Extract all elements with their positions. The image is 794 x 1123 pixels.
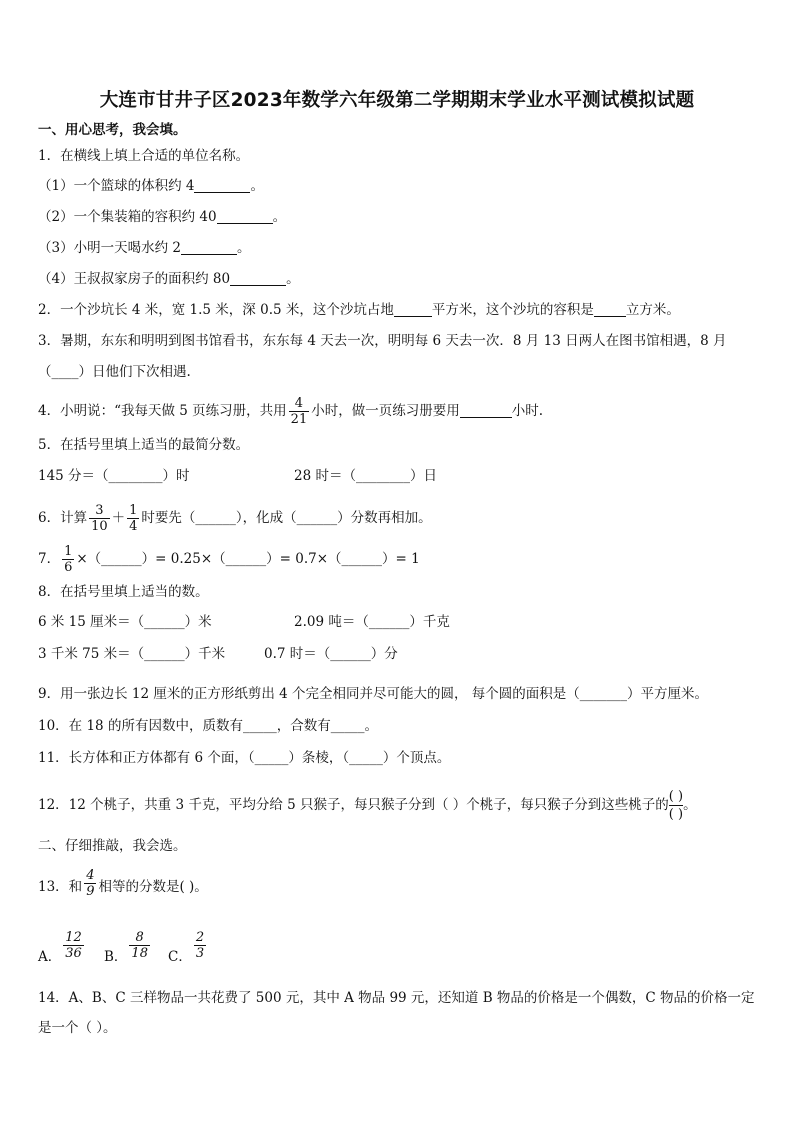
blank-fraction-denominator: ( ) — [668, 807, 684, 822]
answer-blank[interactable] — [230, 271, 286, 286]
question-10: 10．在 18 的所有因数中，质数有_____，合数有_____。 — [38, 718, 378, 734]
q2-text-a: 2．一个沙坑长 4 米，宽 1.5 米，深 0.5 米，这个沙坑占地 — [38, 302, 394, 318]
question-14-line-2: 是一个（ ）。 — [38, 1020, 117, 1036]
question-1-item-2 — [38, 207, 286, 227]
question-4 — [38, 396, 543, 427]
q13-text-b: 相等的分数是( )。 — [98, 879, 208, 895]
plus-sign: ＋ — [111, 510, 126, 526]
fraction-numerator: 1 — [129, 503, 138, 518]
fraction-numerator: 8 — [135, 930, 144, 945]
fraction-denominator: 10 — [91, 519, 108, 534]
fraction-numerator: 4 — [294, 396, 304, 411]
fraction-numerator: 3 — [95, 503, 104, 518]
q2-text-b: 平方米，这个沙坑的容积是 — [431, 302, 594, 318]
section-2-heading: 二、仔细推敲，我会选。 — [38, 838, 187, 854]
question-11: 11．长方体和正方体都有 6 个面，（_____）条棱，（_____）个顶点。 — [38, 750, 451, 766]
question-9: 9．用一张边长 12 厘米的正方形纸剪出 4 个完全相同并尽可能大的圆， 每个圆的面积是（_______）平方厘米。 — [38, 686, 709, 702]
page-title: 大连市甘井子区2023年数学六年级第二学期期末学业水平测试模拟试题 — [99, 90, 695, 111]
question-8-c: 3 千米 75 米＝（______）千米 — [38, 646, 226, 662]
option-c[interactable] — [168, 930, 208, 965]
question-8-b: 2.09 吨＝（______）千克 — [294, 614, 450, 630]
question-7 — [38, 544, 420, 575]
question-3-line-2: （____）日他们下次相遇. — [38, 364, 191, 380]
fraction — [62, 544, 74, 575]
answer-blank[interactable] — [217, 209, 273, 224]
fraction — [63, 930, 84, 961]
question-13 — [38, 868, 208, 899]
fraction-denominator: 9 — [86, 884, 95, 899]
q4-text-c: 小时. — [511, 403, 544, 419]
answer-blank[interactable] — [594, 302, 626, 317]
blank-fraction-numerator: ( ) — [668, 789, 684, 804]
fraction — [129, 930, 150, 961]
fraction-denominator: 36 — [65, 946, 82, 961]
q1-item-2-text: （2）一个集装箱的容积约 40 — [38, 209, 217, 225]
option-c-label: C． — [168, 949, 192, 965]
option-a-label: A． — [38, 949, 62, 965]
question-1-stem: 1．在横线上填上合适的单位名称。 — [38, 148, 250, 164]
fraction-numerator: 12 — [65, 930, 82, 945]
fraction-denominator: 3 — [195, 946, 205, 961]
option-b[interactable] — [104, 930, 152, 965]
q1-end-mark: 。 — [250, 178, 264, 194]
answer-blank[interactable] — [460, 403, 512, 418]
answer-blank[interactable] — [181, 240, 237, 255]
q1-item-4-text: （4）王叔叔家房子的面积约 80 — [38, 271, 231, 287]
fraction — [89, 503, 110, 534]
section-1-heading: 一、用心思考，我会填。 — [38, 122, 187, 138]
question-6 — [38, 503, 432, 534]
question-12 — [38, 788, 697, 823]
q7-text: ×（______）= 0.25×（______）= 0.7×（______）= 1 — [76, 551, 420, 567]
question-5-stem: 5．在括号里填上适当的最简分数。 — [38, 437, 250, 453]
fraction — [194, 930, 206, 961]
question-2 — [38, 300, 680, 320]
q2-text-c: 立方米。 — [625, 302, 680, 318]
question-5-a: 145 分＝（________）时 — [38, 468, 190, 484]
q1-end-mark: 。 — [272, 209, 287, 225]
question-1-item-1 — [38, 176, 264, 196]
answer-blank[interactable] — [394, 302, 432, 317]
q1-end-mark: 。 — [236, 240, 251, 256]
q12-end-mark: 。 — [683, 797, 697, 813]
question-8-stem: 8．在括号里填上适当的数。 — [38, 584, 209, 600]
question-1-item-4 — [38, 269, 300, 289]
q1-end-mark: 。 — [286, 271, 300, 287]
q1-item-3-text: （3）小明一天喝水约 2 — [38, 240, 181, 256]
q1-item-1-text: （1）一个篮球的体积约 4 — [38, 178, 195, 194]
fraction-numerator: 1 — [64, 544, 73, 559]
q12-text: 12．12 个桃子，共重 3 千克，平均分给 5 只猴子，每只猴子分到（ ）个桃子，每只猴子分到这些桃子的 — [38, 797, 669, 813]
q4-text-a: 4．小明说：“我每天做 5 页练习册，共用 — [38, 403, 287, 419]
question-14-line-1: 14．A、B、C 三样物品一共花费了 500 元，其中 A 物品 99 元，还知道 B 物品的价格是一个偶数，C 物品的价格一定 — [38, 990, 755, 1006]
q6-text-a: 6．计算 — [38, 510, 88, 526]
answer-blank[interactable] — [194, 178, 250, 193]
fraction — [84, 868, 96, 899]
question-8-a: 6 米 15 厘米＝（______）米 — [38, 614, 212, 630]
q7-number: 7． — [38, 551, 61, 567]
fraction — [289, 396, 310, 427]
option-b-label: B． — [104, 949, 128, 965]
fraction-denominator: 18 — [131, 946, 148, 961]
question-5-b: 28 时＝（________）日 — [294, 468, 437, 484]
option-a[interactable] — [38, 930, 86, 965]
q13-text-a: 13．和 — [38, 879, 83, 895]
fraction-denominator: 21 — [290, 412, 308, 427]
question-3-line-1: 3．暑期，东东和明明到图书馆看书，东东每 4 天去一次，明明每 6 天去一次．8 月 13 日两人在图书馆相遇，8 月 — [38, 333, 727, 349]
fraction-numerator: 4 — [86, 868, 95, 883]
fraction — [127, 503, 139, 534]
question-8-d: 0.7 时＝（______）分 — [264, 646, 398, 662]
q6-text-b: 时要先（______），化成（______）分数再相加。 — [141, 510, 432, 526]
q4-text-b: 小时，做一页练习册要用 — [311, 403, 460, 419]
fraction-denominator: 4 — [129, 519, 138, 534]
fraction-numerator: 2 — [195, 930, 205, 945]
question-1-item-3 — [38, 238, 250, 258]
blank-fraction[interactable] — [669, 788, 683, 823]
fraction-denominator: 6 — [64, 560, 73, 575]
